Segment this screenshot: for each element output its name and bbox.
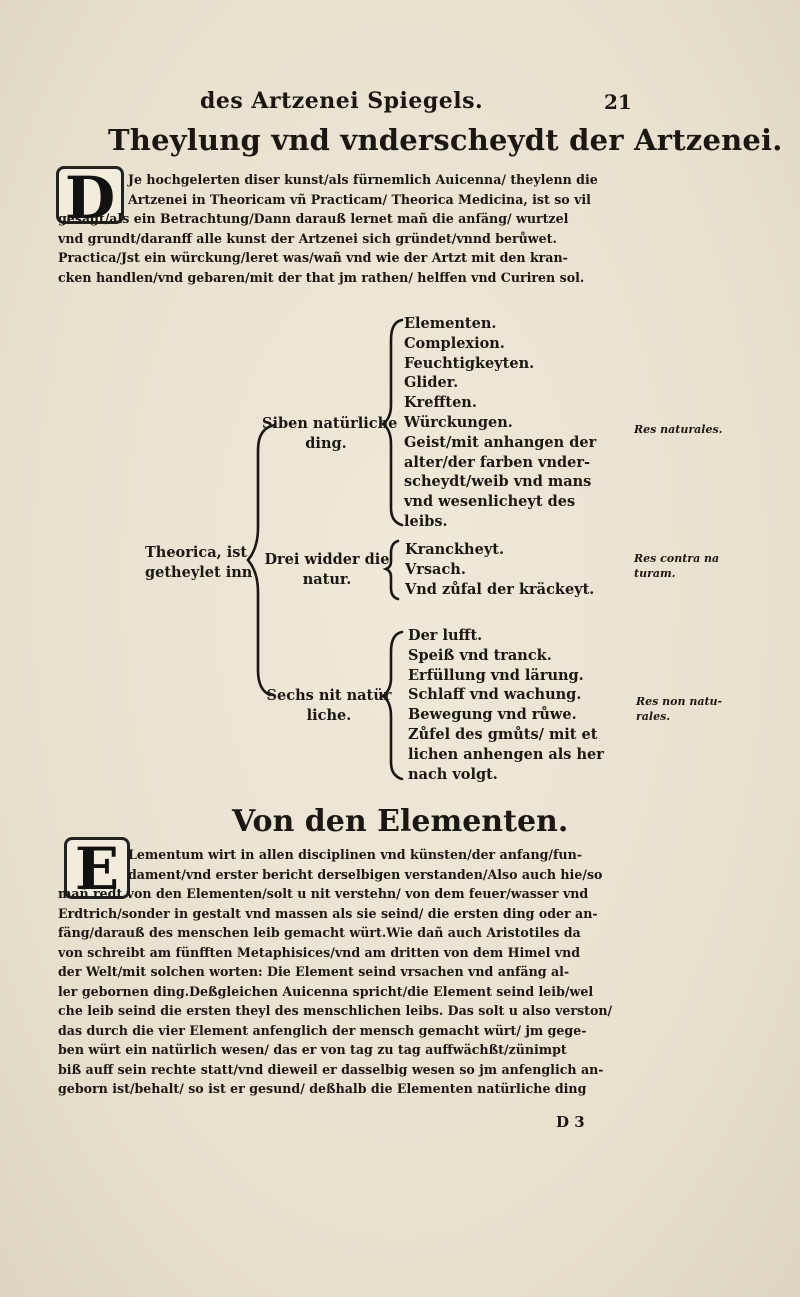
note-line: Res contra na <box>634 552 720 565</box>
running-head: des Artzenei Spiegels. <box>200 88 484 114</box>
list-item: Würckungen. <box>404 413 513 431</box>
list-item: Zůfel des gmůts/ mit et <box>408 725 598 743</box>
text-line: geborn ist/behalt/ so ist er gesund/ deßhalb die Elementen natürliche ding <box>58 1081 587 1096</box>
margin-note <box>636 694 722 724</box>
signature-mark: D 3 <box>556 1113 585 1131</box>
label-line: Drei widder die <box>264 551 390 568</box>
list-item: lichen anhengen als her <box>408 745 604 763</box>
group3-label <box>266 686 392 726</box>
page-title: Theylung vnd vnderscheydt der Artzenei. <box>108 123 783 157</box>
group1-items <box>404 314 596 532</box>
list-item: Bewegung vnd růwe. <box>408 706 577 724</box>
note-line: turam. <box>634 567 676 580</box>
note-line: Res naturales. <box>634 423 723 436</box>
list-item: vnd wesenlicheyt des <box>404 493 576 511</box>
text-line: Artzenei in Theoricam vñ Practicam/ Theorica Medicina, ist so vil <box>128 191 591 207</box>
text-line: che leib seind die ersten theyl des menschlichen leibs. Das solt u also verston/ <box>58 1003 613 1018</box>
list-item: Feuchtigkeyten. <box>404 354 535 372</box>
decorated-initial: E <box>64 837 130 899</box>
label-line: natur. <box>302 571 352 588</box>
list-item: Krefften. <box>404 394 477 412</box>
note-line: rales. <box>636 710 671 723</box>
diagram-root <box>145 543 252 583</box>
margin-note <box>634 551 719 581</box>
list-item: Erfüllung vnd lärung. <box>408 666 584 684</box>
text-line: Je hochgelerten diser kunst/als fürnemlich Auicenna/ theylenn die <box>128 172 598 187</box>
text-line: mañ redt von den Elementen/solt u nit verstehn/ von dem feuer/wasser vnd <box>58 886 589 901</box>
text-line: fäng/darauß des menschen leib gemacht würt.Wie dañ auch Aristotiles da <box>58 925 581 940</box>
note-line: Res non natu‑ <box>636 695 723 708</box>
list-item: leibs. <box>404 512 448 530</box>
list-item: Vrsach. <box>405 560 466 578</box>
list-item: Der lufft. <box>408 627 483 644</box>
text-line: das durch die vier Element anfenglich der mensch gemacht würt/ jm gege‑ <box>58 1022 587 1038</box>
root-line: Theorica, ist <box>145 544 248 561</box>
section-paragraph <box>58 845 638 1099</box>
list-item: Glider. <box>404 374 459 392</box>
text-line: biß auff sein rechte statt/vnd dieweil er dasselbig wesen so jm anfenglich an‑ <box>58 1061 604 1077</box>
list-item: Speiß vnd tranck. <box>408 646 552 664</box>
root-line: getheylet inn <box>145 564 253 581</box>
list-item: Complexion. <box>404 334 505 352</box>
section-heading: Von den Elementen. <box>232 804 569 839</box>
list-item: nach volgt. <box>408 765 498 783</box>
text-line: gesagt/als ein Betrachtung/Dann darauß lernet mañ die anfäng/ wurtzel <box>58 211 569 226</box>
label-line: liche. <box>306 707 352 724</box>
list-item: alter/der farben vnder‑ <box>404 453 591 471</box>
label-line: ding. <box>305 435 347 452</box>
group1-label <box>262 414 398 454</box>
list-item: scheydt/weib vnd mans <box>404 473 592 491</box>
group3-items <box>408 626 604 784</box>
group2-label <box>263 550 391 590</box>
margin-note <box>634 422 723 437</box>
text-line: cken handlen/vnd gebaren/mit der that jm rathen/ helffen vnd Curiren sol. <box>58 269 585 285</box>
text-line: Practica/Jst ein würckung/leret was/wañ vnd wie der Artzt mit den kran‑ <box>58 250 568 265</box>
list-item: Vnd zůfal der kräckeyt. <box>405 580 595 598</box>
page-number: 21 <box>604 90 632 114</box>
decorated-initial: D <box>56 166 124 224</box>
list-item: Geist/mit anhangen der <box>404 433 597 451</box>
text-line: Lementum wirt in allen disciplinen vnd künsten/der anfang/fun‑ <box>128 847 582 862</box>
text-line: ben würt ein natürlich wesen/ das er von tag zu tag auffwächßt/zünimpt <box>58 1042 567 1057</box>
group2-items <box>405 540 594 599</box>
text-line: von schreibt am fünfften Metaphisices/vnd am dritten von dem Himel vnd <box>58 944 581 960</box>
label-line: Sechs nit natür <box>266 687 392 704</box>
list-item: Schlaff vnd wachung. <box>408 686 582 704</box>
list-item: Kranckheyt. <box>405 541 504 558</box>
text-line: Erdtrich/sonder in gestalt vnd massen als sie seind/ die ersten ding oder an‑ <box>58 905 598 921</box>
text-line: ler gebornen ding.Deßgleichen Auicenna spricht/die Element seind leib/wel <box>58 983 594 999</box>
list-item: Elementen. <box>404 315 497 332</box>
text-line: dament/vnd erster bericht derselbigen verstanden/Also auch hie/so <box>128 866 603 882</box>
label-line: Siben natürliche <box>262 415 398 432</box>
text-line: vnd grundt/daranff alle kunst der Artzenei sich gründet/vnnd berůwet. <box>58 230 557 246</box>
text-line: der Welt/mit solchen worten: Die Element seind vrsachen vnd anfäng al‑ <box>58 964 570 979</box>
